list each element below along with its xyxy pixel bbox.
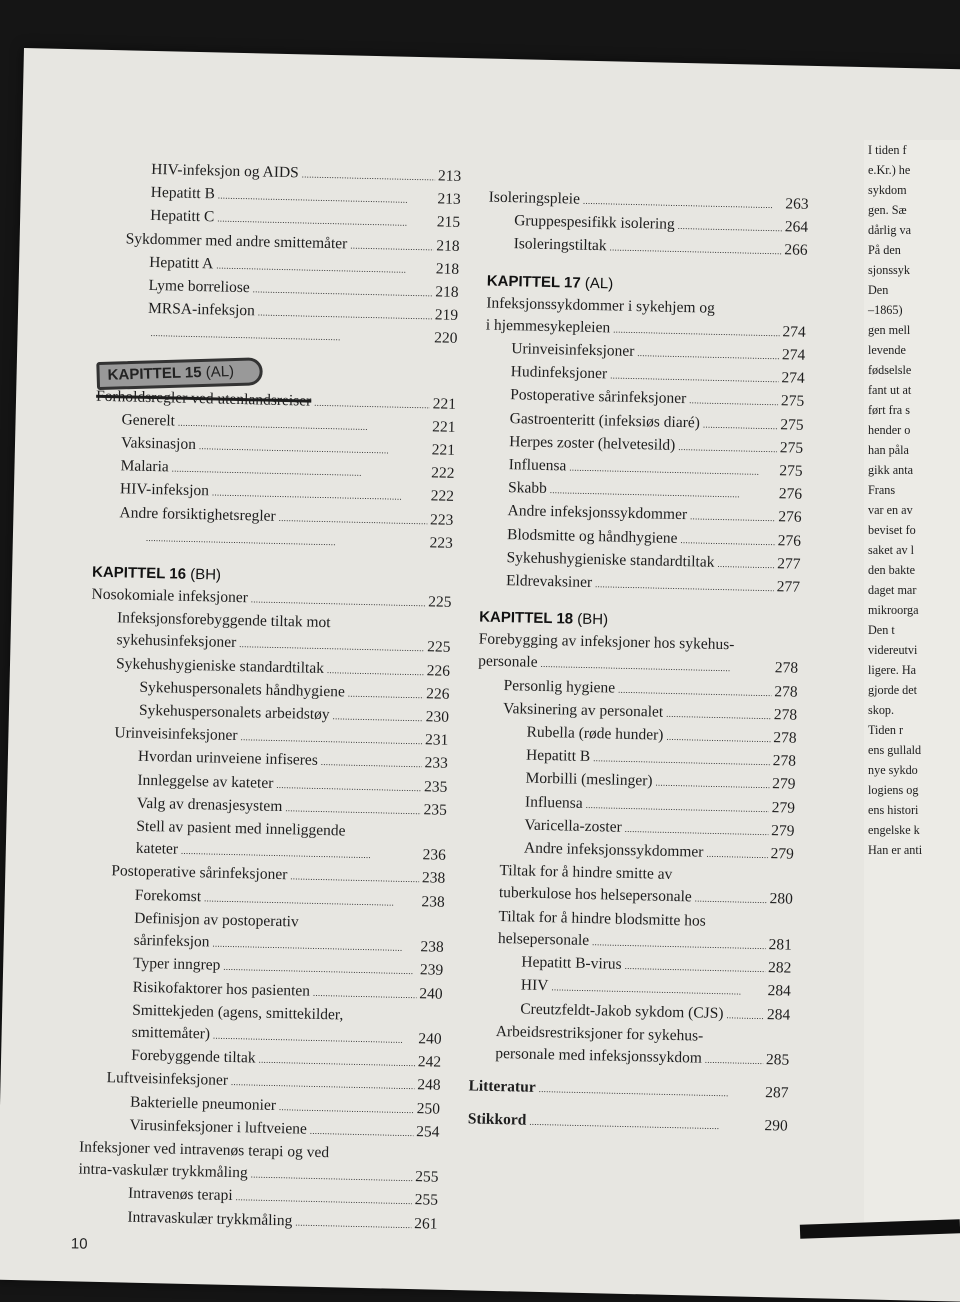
toc-page-number: 213 [437,167,462,185]
dot-leader [680,528,775,553]
toc-entry-title: Sykehushygieniske standardtiltak [115,654,325,677]
toc-entry-line: Infeksjoner ved intravenøs terapi og ved [78,1138,330,1162]
toc-page-number: 213 [437,190,461,209]
toc-entry-line: Arbeidsrestriksjoner for sykehus- [495,1022,704,1045]
toc-page-number: 222 [431,464,455,483]
chapter-title: KAPITTEL 17 [486,272,581,292]
toc-entry-title: Forebyggende tiltak [130,1046,256,1067]
toc-entry-title: Creutzfeldt-Jakob sykdom (CJS) [520,1000,724,1022]
toc-page-number: 285 [765,1051,790,1069]
dot-leader [290,865,419,891]
dot-leader [150,321,431,351]
toc-entry-title: personale [478,652,538,672]
toc-entry-title: Bakterielle pneumonier [129,1093,277,1114]
toc-entry-title: Litteratur [468,1077,536,1096]
toc-entry-title: Influensa [524,793,583,812]
toc-entry-title: Generelt [121,411,176,430]
toc-page-number: 218 [435,283,459,301]
toc-page-number: 279 [771,798,796,817]
adjacent-page-text-line: den bakte [868,563,916,577]
toc-entry-title: smittemåter) [131,1023,211,1043]
chapter-title: KAPITTEL 15 [107,363,202,384]
toc-page-number: 279 [772,775,796,794]
toc-entry-title: Hepatitt A [148,253,214,273]
adjacent-page-text-line: sykdom [868,183,907,197]
adjacent-page-text-line: fant ut at [868,383,912,397]
toc-entry-title: intra-vaskulær trykkmåling [78,1160,248,1182]
adjacent-page-text-line: mikroorga [868,603,919,617]
adjacent-page-text-line: nye sykdo [868,763,918,777]
toc-entry-title: Malaria [120,457,169,476]
adjacent-page-text-line: Den [868,283,889,297]
chapter-author-tag: (BH) [185,565,222,584]
toc-entry-title: Hepatitt C [150,207,215,226]
dot-leader [677,214,782,240]
toc-entry-title: Lyme borreliose [148,276,250,297]
toc-entry-title: Hepatitt B-virus [521,953,622,973]
toc-page-number: 226 [426,685,450,703]
toc-page-number: 278 [773,729,797,747]
dot-leader [678,435,777,460]
toc-page-number: 281 [768,936,793,954]
book-page [0,48,960,1302]
toc-page-number: 278 [772,752,797,770]
toc-entry-title: MRSA-infeksjon [147,300,256,320]
adjacent-page-text-line: han påla [868,443,909,457]
toc-entry-line: Definisjon av postoperativ [134,909,299,931]
adjacent-page-text-line: gikk anta [868,463,914,477]
toc-page-number: 225 [427,638,451,657]
dot-leader [655,771,769,797]
dot-leader [350,233,434,258]
toc-entry-title: Forholdsregler ved utenlandsreiser [95,387,312,410]
toc-page-number: 238 [420,938,444,956]
toc-left-column [77,158,461,1237]
adjacent-page-text-line: ført fra s [868,403,910,417]
toc-page-number: 220 [434,329,458,348]
toc-page-number: 219 [434,306,459,325]
toc-entry-title: Typer inngrep [133,955,221,974]
toc-entry-title: Eldrevaksiner [505,572,593,592]
toc-page-number: 284 [767,982,791,1000]
toc-entry-title: Valg av drenasjesystem [136,794,283,815]
toc-page-number: 218 [435,260,460,278]
toc-entry-title: HIV-infeksjon og AIDS [151,160,299,182]
dot-leader [706,842,768,867]
dot-leader [146,526,427,556]
toc-entry-title: kateter [135,840,179,858]
toc-entry-title: Nosokomiale infeksjoner [91,585,249,607]
toc-entry-title: Influensa [508,456,567,475]
adjacent-page-text-line: hender o [868,423,911,437]
dot-leader [624,817,768,843]
toc-entry-title: Hvordan urinveiene infiseres [137,748,319,770]
toc-entry-title: Isoleringspleie [488,188,581,208]
toc-page-number: 255 [415,1168,439,1186]
toc-page-number: 240 [418,1030,442,1048]
toc-page-number: 238 [421,892,445,911]
dot-leader [301,162,435,188]
toc-entry-title: helsepersonale [497,929,590,949]
toc-entry-title: Forekomst [134,886,202,905]
toc-entry-title: Blodsmitte og håndhygiene [506,525,678,547]
toc-page-number: 276 [778,485,803,503]
dot-leader [595,572,774,599]
dot-leader [694,887,766,912]
toc-page-number: 275 [780,415,804,434]
toc-page-number: 215 [436,213,461,232]
toc-page-number: 226 [426,661,451,680]
adjacent-page-text-line: saket av l [868,543,915,557]
toc-page-number: 221 [432,394,457,413]
toc-entry-title: Herpes zoster (helvetesild) [509,432,676,454]
toc-entry-title: Urinveisinfeksjoner [114,724,238,745]
toc-page-number: 290 [764,1117,788,1135]
toc-page-number: 221 [431,441,456,459]
dot-leader [313,980,417,1006]
toc-page-number: 278 [774,682,798,701]
toc-entry-title: sykehusinfeksjoner [116,631,237,652]
adjacent-page-fragment [864,140,960,1230]
toc-page-number: 238 [421,869,446,888]
toc-page-number: 225 [428,593,452,611]
toc-page-number: 282 [767,959,792,977]
toc-page-number: 275 [779,439,804,457]
toc-entry-title: Risikofaktorer hos pasienten [132,978,311,1000]
toc-page-number: 266 [784,241,808,260]
adjacent-page-text-line: var en av [868,503,913,517]
toc-entry-line: Stell av pasient med inneliggende [136,817,346,840]
toc-entry-title: Sykdommer med andre smittemåter [125,229,348,252]
adjacent-page-text-line: gjorde det [868,683,918,697]
adjacent-page-text-line: Frans [868,483,896,497]
adjacent-page-text-line: ens gullald [868,743,922,757]
toc-entry-title: Andre infeksjonssykdommer [507,502,688,524]
toc-page-number: 274 [781,369,805,388]
chapter-author-tag: (AL) [580,274,614,293]
bleed-through-text [522,119,527,140]
toc-entry-title: Urinveisinfeksjoner [511,340,635,360]
adjacent-page-text-line: dårlig va [868,223,911,237]
toc-entry-title: Gruppespesifikk isolering [514,212,675,234]
toc-page-number: 287 [765,1084,789,1102]
toc-page-number: 274 [781,346,806,364]
chapter-title: KAPITTEL 16 [91,563,187,583]
toc-page-number: 276 [778,508,802,527]
toc-entry-title: Varicella-zoster [524,816,622,836]
dot-leader [279,1095,414,1121]
dot-leader [295,1210,411,1236]
toc-page-number: 255 [414,1191,439,1210]
toc-entry-title: Morbilli (meslinger) [525,770,653,790]
toc-page-number: 264 [784,218,809,237]
toc-entry-title: Personlig hygiene [503,676,616,697]
adjacent-page-text-line: e.Kr.) he [868,163,911,177]
page-number: 10 [70,1235,88,1253]
toc-entry-title: Gastroenteritt (infeksiøs diaré) [509,409,701,432]
adjacent-page-text-line: beviset fo [868,523,916,537]
toc-page-number: 230 [425,708,450,726]
toc-entry-title: Luftveisinfeksjoner [106,1069,229,1090]
dot-leader [618,677,772,704]
toc-entry-title: HIV-infeksjon [119,480,210,500]
adjacent-page-text-line: logiens og [868,783,919,797]
toc-entry-line: Forebygging av infeksjoner hos sykehus- [478,630,735,654]
dot-leader [348,681,424,706]
toc-entry-title: Innleggelse av kateter [137,771,274,792]
adjacent-page-text-line: ligere. Ha [868,663,917,677]
toc-entry-line: Infeksjonsforebyggende tiltak mot [116,609,331,632]
dot-leader [705,1048,764,1073]
dot-leader [314,390,430,416]
toc-page-number: 277 [777,555,801,573]
toc-entry-title: Andre infeksjonssykdommer [523,839,704,861]
dot-leader [332,704,423,729]
toc-page-number: 250 [416,1099,441,1118]
dot-leader [529,1110,762,1138]
toc-entry-title: Hudinfeksjoner [510,363,608,383]
dot-leader [666,702,771,728]
dot-leader [624,954,765,980]
dot-leader [258,1048,415,1075]
dot-leader [327,658,424,683]
adjacent-page-text-line: fødselsle [868,363,912,377]
adjacent-page-text-line: videreutvi [868,643,918,657]
dot-leader [321,750,422,775]
dot-leader [689,389,778,414]
toc-page-number: 235 [423,777,448,796]
dot-leader [609,236,781,263]
toc-page-number: 278 [773,706,798,724]
toc-page-number: 242 [417,1053,442,1071]
toc-page-number: 233 [424,754,449,773]
toc-page-number: 284 [766,1005,791,1024]
toc-page-number: 279 [770,822,795,840]
toc-page-number: 223 [429,510,454,529]
toc-entry-title: i hjemmesykepleien [485,316,611,337]
toc-entry-title: Sykehuspersonalets håndhygiene [139,678,346,701]
dot-leader [690,505,776,530]
toc-entry-line: Tiltak for å hindre smitte av [499,862,673,884]
toc-page-number: 235 [423,801,448,819]
adjacent-page-text-line: På den [868,243,901,257]
toc-page-number: 279 [770,845,795,863]
toc-entry-title: Isoleringstiltak [513,235,607,255]
toc-entry-title: Hepatitt B [525,746,591,766]
toc-page-number: 280 [769,890,794,909]
handwritten-stamp-mark [96,357,263,390]
chapter-author-tag: (BH) [572,610,609,629]
dot-leader [637,341,779,367]
toc-page-number: 275 [780,392,805,411]
toc-page-number: 276 [777,531,802,550]
dot-leader [285,796,421,822]
toc-page-number: 254 [416,1122,440,1141]
adjacent-page-text-line: gen. Sæ [868,203,907,217]
toc-entry-title: Hepatitt B [150,184,216,203]
adjacent-page-text-line: gen mell [868,323,911,337]
toc-page-number: 275 [779,462,803,480]
adjacent-page-text-line: sjonssyk [868,263,910,277]
toc-entry-title: HIV [520,976,549,995]
toc-entry-title: Intravenøs terapi [127,1184,233,1205]
toc-entry-title: Virusinfeksjoner i luftveiene [129,1116,308,1138]
toc-entry-title: Sykehuspersonalets arbeidstøy [138,701,330,724]
adjacent-page-text-line: Den t [868,623,895,637]
toc-page-number: 263 [785,195,809,213]
toc-entry-title: Stikkord [467,1110,527,1129]
dot-leader [666,725,770,751]
chapter-author-tag: (AL) [201,362,235,381]
toc-page-number: 277 [776,578,801,596]
adjacent-page-text-line: –1865) [868,303,903,317]
toc-page-number: 274 [782,323,806,341]
toc-page-number: 261 [413,1214,438,1233]
toc-entry-title: Vaksinasjon [120,434,197,454]
toc-right-column [468,187,809,1140]
toc-page-number: 248 [417,1076,441,1095]
toc-entry-title: Skabb [507,479,548,498]
toc-page-number: 223 [429,534,454,552]
dot-leader [726,1003,764,1027]
toc-entry-line: Infeksjonssykdommer i sykehjem og [486,294,716,317]
toc-page-number: 222 [430,487,455,506]
toc-entry-title: Rubella (røde hunder) [526,723,664,744]
toc-page-number: 221 [432,418,456,436]
chapter-heading [96,357,457,393]
toc-page-number: 218 [436,237,460,255]
adjacent-page-text-line: skop. [868,703,895,717]
toc-entry-title: Postoperative sårinfeksjoner [510,386,687,408]
toc-page-number: 278 [774,659,799,678]
dot-leader [703,412,778,437]
dot-leader [278,506,427,533]
toc-entry-title: Sykehushygieniske standardtiltak [506,548,715,571]
dot-leader [276,773,421,799]
dot-leader [717,552,774,576]
toc-page-number: 240 [419,984,443,1003]
toc-entry-title: personale med infeksjonssykdom [495,1044,703,1067]
adjacent-page-text-line: levende [868,343,906,357]
toc-entry-title: sårinfeksjon [133,931,210,951]
toc-entry-title: Postoperative sårinfeksjoner [111,862,288,884]
toc-entry-line: Smittekjeden (agens, smittekilder, [132,1001,344,1024]
toc-entry-title: Vaksinering av personalet [502,699,664,721]
adjacent-page-text-line: Tiden r [868,723,904,737]
adjacent-page-text-line: Han er anti [868,843,923,857]
toc-page-number: 231 [424,731,449,750]
toc-entry-line: Tiltak for å hindre blodsmitte hos [498,907,706,930]
adjacent-page-text-line: ens histori [868,803,919,817]
toc-entry-title: Intravaskulær trykkmåling [127,1208,293,1229]
adjacent-page-text-line: I tiden f [868,143,907,157]
toc-page-number: 236 [422,846,446,865]
toc-page-number: 239 [419,961,444,980]
chapter-title: KAPITTEL 18 [479,608,574,628]
dot-leader [310,1118,414,1144]
adjacent-page-text-line: engelske k [868,823,920,837]
adjacent-page-text-line: daget mar [868,583,917,597]
toc-entry-title: Andre forsiktighetsregler [119,503,276,525]
toc-entry-title: tuberkulose hos helsepersonale [498,884,692,906]
